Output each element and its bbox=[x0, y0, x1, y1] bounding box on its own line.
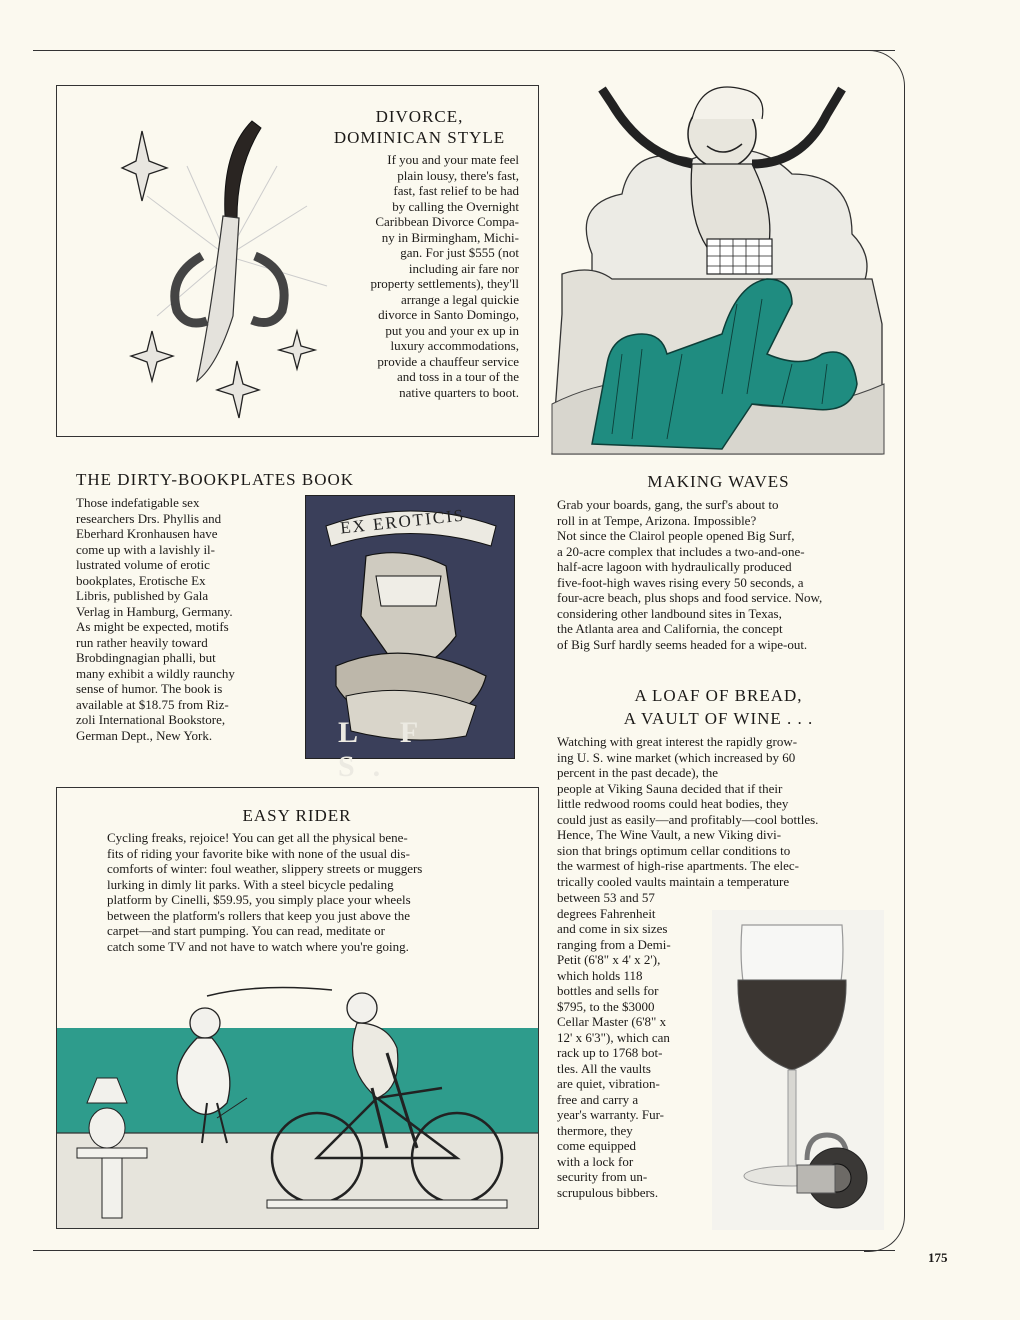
wine-line: with a lock for bbox=[557, 1153, 634, 1169]
wine-line: free and carry a bbox=[557, 1091, 639, 1107]
bookplate-banner: EX EROTICIS bbox=[339, 505, 467, 538]
wine-line: people at Viking Sauna decided that if their bbox=[557, 780, 783, 796]
bookplates-line: As might be expected, motifs bbox=[76, 619, 229, 634]
wine-line: bottles and sells for bbox=[557, 983, 659, 998]
waves-title: MAKING WAVES bbox=[647, 472, 790, 491]
bookplates-line: Verlag in Hamburg, Germany. bbox=[76, 603, 233, 619]
wine-line: little redwood rooms could heat bodies, they bbox=[557, 796, 789, 811]
bookplate-initials: L F S. bbox=[338, 716, 436, 783]
wine-line: could just as easily—and profitably—cool bottles. bbox=[557, 811, 819, 827]
waves-line: four-acre beach, plus shops and food service. Now, bbox=[557, 590, 823, 605]
wine-glass-photo bbox=[712, 910, 884, 1230]
bookplates-line: zoli International Bookstore, bbox=[76, 712, 226, 727]
bookplates-title: THE DIRTY-BOOKPLATES BOOK bbox=[76, 470, 355, 489]
wine-line: and come in six sizes bbox=[557, 921, 668, 936]
divorce-title-line2: DOMINICAN STYLE bbox=[333, 128, 506, 147]
bookplates-line: available at $18.75 from Riz- bbox=[76, 696, 229, 712]
rider-box bbox=[56, 787, 539, 1229]
wine-line: come equipped bbox=[557, 1138, 637, 1153]
wine-line: are quiet, vibration- bbox=[557, 1076, 660, 1091]
wine-line: scrupulous bibbers. bbox=[557, 1184, 659, 1200]
bookplates-line: lustrated volume of erotic bbox=[76, 557, 210, 572]
divorce-line: arrange a legal quickie bbox=[400, 291, 519, 307]
waves-line: the Atlanta area and California, the concept bbox=[557, 621, 783, 636]
divorce-line: fast, fast relief to be had bbox=[393, 183, 519, 198]
divorce-line: gan. For just $555 (not bbox=[400, 245, 519, 260]
rider-line: comforts of winter: foul weather, slippery streets or muggers bbox=[107, 861, 423, 876]
rider-line: catch some TV and not have to watch where you're going. bbox=[107, 938, 409, 954]
waves-line: of Big Surf hardly seems headed for a wipe-out. bbox=[557, 636, 808, 652]
wine-line: Cellar Master (6'8" x bbox=[557, 1014, 667, 1029]
divorce-line: put you and your ex up in bbox=[385, 322, 519, 338]
divorce-line: by calling the Overnight bbox=[392, 198, 519, 214]
page-frame-bottom bbox=[33, 1250, 895, 1251]
divorce-line: native quarters to boot. bbox=[399, 384, 519, 400]
rider-line: fits of riding your favorite bike with none of the usual dis- bbox=[107, 845, 410, 861]
divorce-line: If you and your mate feel bbox=[387, 152, 519, 167]
waves-line: Not since the Clairol people opened Big Surf, bbox=[557, 528, 795, 543]
waves-line: Grab your boards, gang, the surf's about to bbox=[557, 497, 779, 512]
bookplates-line: Libris, published by Gala bbox=[76, 588, 209, 603]
wine-line: Petit (6'8" x 4' x 2'), bbox=[557, 952, 661, 967]
wine-line: tles. All the vaults bbox=[557, 1060, 651, 1076]
wine-line: sion that brings optimum cellar conditions to bbox=[557, 842, 791, 858]
wine-title-line1: A LOAF OF BREAD, bbox=[634, 686, 803, 705]
wine-line: degrees Fahrenheit bbox=[557, 905, 656, 921]
waves-line: five-foot-high waves rising every 50 seconds, a bbox=[557, 574, 804, 590]
divorce-box bbox=[56, 85, 539, 437]
divorce-line: divorce in Santo Domingo, bbox=[378, 307, 519, 322]
surfer-cactus-illustration bbox=[552, 64, 884, 454]
wine-line: Hence, The Wine Vault, a new Viking divi- bbox=[557, 827, 782, 842]
wine-line: $795, to the $3000 bbox=[557, 998, 655, 1014]
wine-line: percent in the past decade), the bbox=[557, 765, 718, 780]
bookplate-image bbox=[305, 495, 515, 783]
bookplates-line: Brobdingnagian phalli, but bbox=[76, 650, 216, 665]
bookplates-line: Eberhard Kronhausen have bbox=[76, 526, 218, 541]
wine-line: ranging from a Demi- bbox=[557, 936, 671, 952]
rider-line: Cycling freaks, rejoice! You can get all the physical bene- bbox=[107, 830, 408, 845]
wine-title-line2: A VAULT OF WINE . . . bbox=[623, 709, 814, 728]
rider-body bbox=[107, 830, 532, 954]
wine-line: ing U. S. wine market (which increased by 60 bbox=[557, 749, 796, 765]
rider-title: EASY RIDER bbox=[242, 806, 352, 825]
wine-body-narrow bbox=[557, 890, 707, 1200]
bookplates-line: come up with a lavishly il- bbox=[76, 541, 216, 557]
rider-line: carpet—and start pumping. You can read, meditate or bbox=[107, 923, 385, 938]
waves-line: a 20-acre complex that includes a two-and-one- bbox=[557, 543, 805, 559]
waves-line: half-acre lagoon with hydraulically produced bbox=[557, 559, 792, 574]
bookplates-line: many exhibit a wildly raunchy bbox=[76, 665, 235, 681]
divorce-line: Caribbean Divorce Compa- bbox=[375, 214, 519, 229]
bookplates-line: German Dept., New York. bbox=[76, 727, 213, 743]
divorce-line: ny in Birmingham, Michi- bbox=[381, 229, 519, 245]
wine-line: security from un- bbox=[557, 1169, 648, 1184]
waves-line: considering other landbound sites in Texas, bbox=[557, 605, 782, 621]
bicycle-illustration bbox=[57, 978, 538, 1228]
rider-line: platform by Cinelli, $59.95, you simply place your wheels bbox=[107, 892, 411, 907]
waves-line: roll in at Tempe, Arizona. Impossible? bbox=[557, 512, 757, 528]
wine-line: year's warranty. Fur- bbox=[557, 1107, 665, 1122]
wine-line: the warmest of high-rise apartments. The elec- bbox=[557, 858, 799, 873]
divorce-line: luxury accommodations, bbox=[390, 338, 519, 353]
rider-line: between the platform's rollers that keep you just above the bbox=[107, 907, 411, 923]
wine-line: thermore, they bbox=[557, 1122, 633, 1138]
divorce-line: plain lousy, there's fast, bbox=[397, 167, 519, 183]
page-frame-top bbox=[33, 50, 895, 51]
wine-line: rack up to 1768 bot- bbox=[557, 1045, 663, 1060]
bookplates-body bbox=[76, 495, 291, 743]
wine-line: 12' x 6'3"), which can bbox=[557, 1029, 670, 1045]
wine-line: trically cooled vaults maintain a temperature bbox=[557, 873, 790, 889]
wine-line: between 53 and 57 bbox=[557, 890, 655, 905]
divorce-line: provide a chauffeur service bbox=[377, 353, 519, 369]
waves-body bbox=[557, 497, 887, 652]
divorce-title-line1: DIVORCE, bbox=[375, 107, 464, 126]
divorce-line: including air fare nor bbox=[408, 260, 519, 276]
bookplates-line: sense of humor. The book is bbox=[76, 681, 223, 696]
wine-line: Watching with great interest the rapidly grow- bbox=[557, 734, 798, 749]
bookplates-line: researchers Drs. Phyllis and bbox=[76, 510, 222, 526]
bookplates-line: run rather heavily toward bbox=[76, 634, 208, 650]
page-number: 175 bbox=[928, 1250, 948, 1265]
rider-line: lurking in dimly lit parks. With a steel bicycle pedaling bbox=[107, 876, 394, 892]
divorce-body bbox=[287, 152, 519, 400]
wine-body-wide bbox=[557, 734, 887, 889]
wine-line: which holds 118 bbox=[557, 967, 643, 983]
bookplates-line: bookplates, Erotische Ex bbox=[76, 572, 206, 588]
bookplates-line: Those indefatigable sex bbox=[76, 495, 200, 510]
divorce-line: and toss in a tour of the bbox=[396, 369, 519, 384]
divorce-line: property settlements), they'll bbox=[370, 276, 519, 291]
